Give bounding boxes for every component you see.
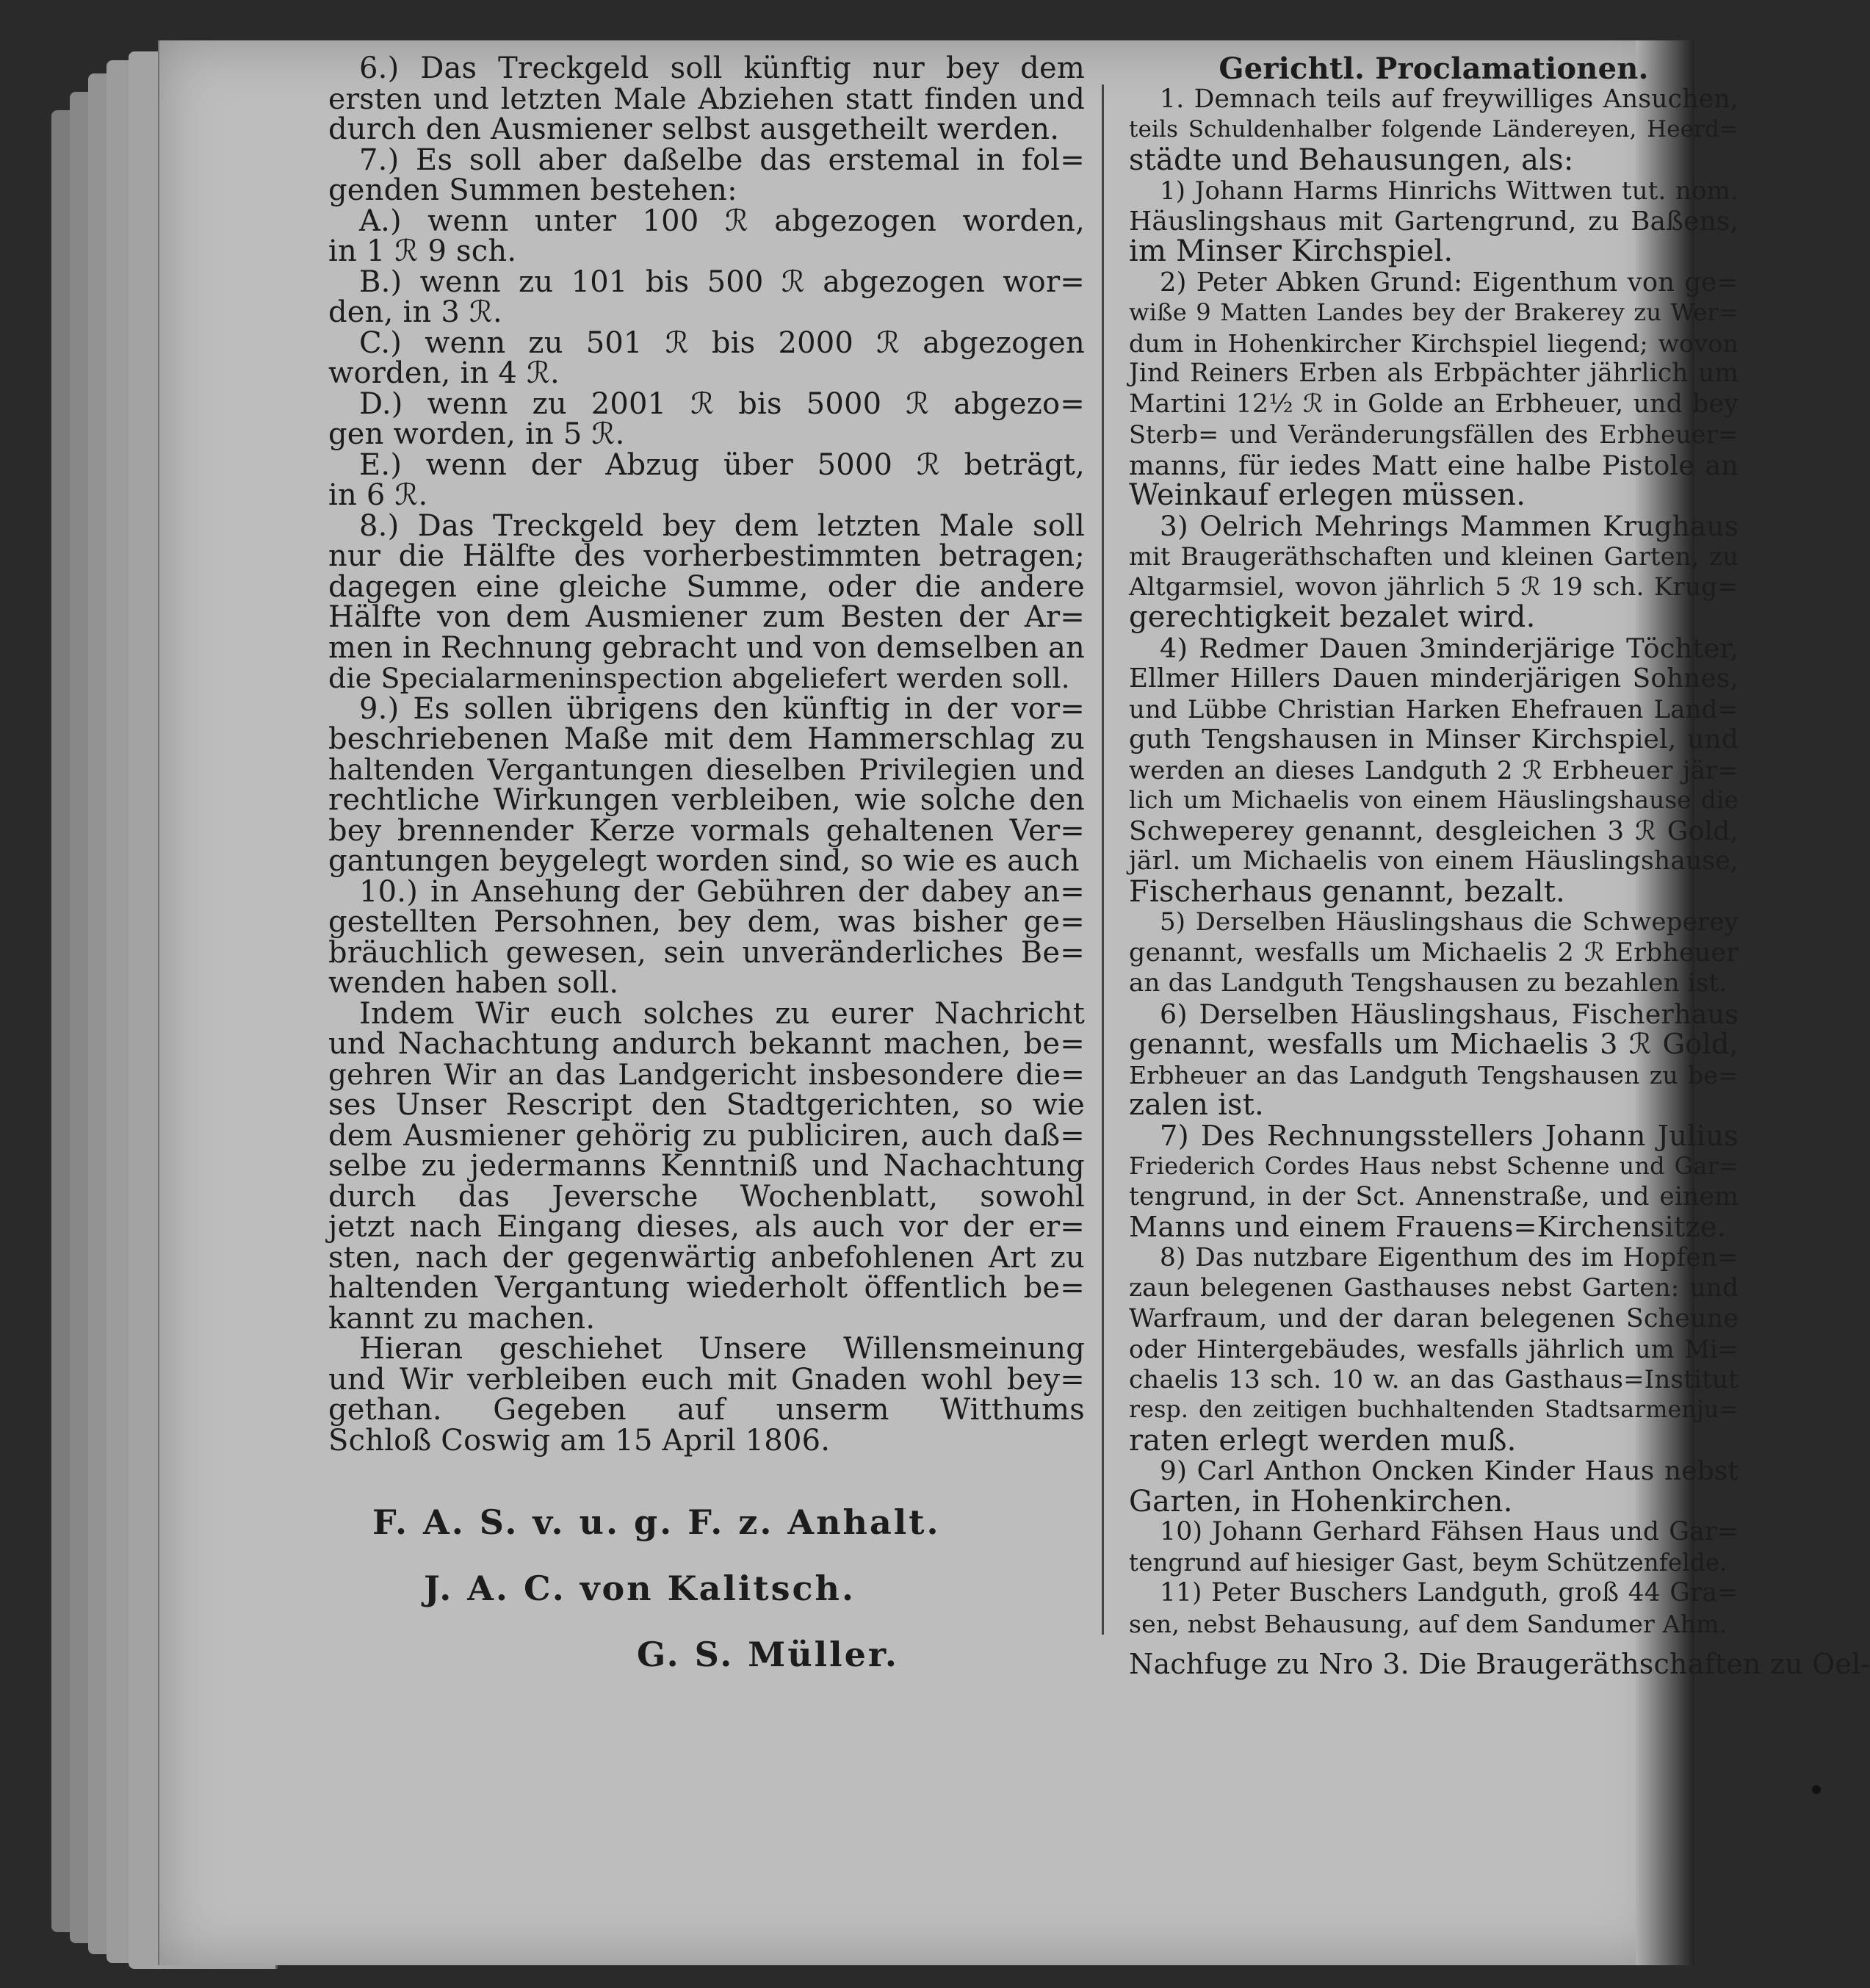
text-line: tengrund, in der Sct. Annenstraße, und einem xyxy=(1129,1181,1739,1211)
text-line: men in Rechnung gebracht und von demselben an xyxy=(328,630,1085,665)
text-line: A.) wenn unter 100 ℛ abgezogen worden, xyxy=(359,204,1085,238)
text-line: rechtliche Wirkungen verbleiben, wie solche den xyxy=(328,783,1085,817)
text-line: Warfraum, und der daran belegenen Scheune xyxy=(1129,1303,1739,1333)
postscript-line: Nachfuge zu Nro 3. Die Braugeräthschaften zu Oel- xyxy=(1129,1648,1870,1680)
text-line: 6.) Das Treckgeld soll künftig nur bey dem xyxy=(359,51,1085,85)
text-line: 5) Derselben Häuslingshaus die Schweperey xyxy=(1160,907,1739,937)
text-line: raten erlegt werden muß. xyxy=(1129,1423,1517,1458)
text-line: genannt, wesfalls um Michaelis 2 ℛ Erbheuer xyxy=(1129,937,1739,968)
text-line: kannt zu machen. xyxy=(328,1301,596,1336)
text-line: chaelis 13 sch. 10 w. an das Gasthaus=Institut xyxy=(1129,1364,1739,1394)
signature-block xyxy=(328,1500,1085,1677)
text-line: zalen ist. xyxy=(1129,1088,1264,1122)
text-line: C.) wenn zu 501 ℛ bis 2000 ℛ abgezogen xyxy=(359,325,1085,360)
text-line: ses Unser Rescript den Stadtgerichten, so wie xyxy=(328,1088,1085,1122)
text-line: Ellmer Hillers Dauen minderjärigen Sohnes, xyxy=(1129,663,1739,694)
text-line: in 1 ℛ 9 sch. xyxy=(328,234,517,268)
text-line: Schweperey genannt, desgleichen 3 ℛ Gold, xyxy=(1129,815,1739,846)
text-line: Garten, in Hohenkirchen. xyxy=(1129,1484,1513,1519)
text-line: manns, für iedes Matt eine halbe Pistole an xyxy=(1129,449,1739,481)
text-line: werden an dieses Landguth 2 ℛ Erbheuer jär= xyxy=(1129,755,1739,785)
text-line: 10) Johann Gerhard Fähsen Haus und Gar= xyxy=(1160,1517,1739,1546)
text-line: 9) Carl Anthon Oncken Kinder Haus nebst xyxy=(1160,1456,1739,1486)
text-line: tengrund auf hiesiger Gast, beym Schützenfelde. xyxy=(1129,1548,1728,1577)
text-line: wiße 9 Matten Landes bey der Brakerey zu Wer= xyxy=(1129,298,1739,326)
text-line: und Nachachtung andurch bekannt machen, be= xyxy=(328,1027,1085,1061)
right-column-text xyxy=(1129,84,1739,1640)
text-line: gen worden, in 5 ℛ. xyxy=(328,417,625,451)
text-line: 6) Derselben Häuslingshaus, Fischerhaus xyxy=(1160,998,1739,1030)
text-line: 7) Des Rechnungsstellers Johann Julius xyxy=(1160,1119,1739,1153)
text-line: E.) wenn der Abzug über 5000 ℛ beträgt, xyxy=(359,447,1085,482)
text-line: die Specialarmeninspection abgeliefert werden soll. xyxy=(328,662,1070,694)
signature-line: G. S. Müller. xyxy=(637,1635,899,1674)
text-line: dum in Hohenkircher Kirchspiel liegend; wovon xyxy=(1129,328,1739,358)
text-line: resp. den zeitigen buchhaltenden Stadtsarmenju= xyxy=(1129,1397,1739,1423)
text-line: haltenden Vergantung wiederholt öffentlich be= xyxy=(328,1271,1085,1305)
text-line: 8.) Das Treckgeld bey dem letzten Male soll xyxy=(359,508,1085,543)
text-line: und Lübbe Christian Harken Ehefrauen Land= xyxy=(1129,694,1739,724)
text-line: Hieran geschiehet Unsere Willensmeinung xyxy=(359,1332,1085,1366)
text-line: lich um Michaelis von einem Häuslingshause die xyxy=(1129,786,1739,814)
text-line: genannt, wesfalls um Michaelis 3 ℛ Gold, xyxy=(1129,1028,1739,1061)
text-line: Hälfte von dem Ausmiener zum Besten der Ar= xyxy=(328,600,1085,634)
text-line: bey brennender Kerze vormals gehaltenen Ver= xyxy=(328,813,1085,848)
text-line: Manns und einem Frauens=Kirchensitze. xyxy=(1129,1211,1727,1244)
text-line: in 6 ℛ. xyxy=(328,478,428,512)
signature-line: F. A. S. v. u. g. F. z. Anhalt. xyxy=(372,1502,941,1542)
text-line: ersten und letzten Male Abziehen statt finden und xyxy=(328,82,1085,116)
page-mark xyxy=(1812,1785,1821,1794)
text-line: haltenden Vergantungen dieselben Privilegien und xyxy=(328,753,1085,787)
text-line: gantungen beygelegt worden sind, so wie es auch xyxy=(328,844,1080,878)
text-line: guth Tengshausen in Minser Kirchspiel, und xyxy=(1129,724,1739,754)
text-line: im Minser Kirchspiel. xyxy=(1129,234,1454,268)
text-line: 10.) in Ansehung der Gebühren der dabey an= xyxy=(359,874,1085,909)
left-column xyxy=(328,51,1085,1677)
text-line: 1) Johann Harms Hinrichs Wittwen tut. nom. xyxy=(1160,176,1739,205)
text-line: Häuslingshaus mit Gartengrund, zu Baßens, xyxy=(1129,206,1739,237)
text-line: jetzt nach Eingang dieses, als auch vor der er= xyxy=(328,1210,1085,1244)
text-line: 1. Demnach teils auf freywilliges Ansuchen, xyxy=(1160,84,1739,114)
text-line: sten, nach der gegenwärtig anbefohlenen Art zu xyxy=(328,1240,1085,1275)
text-line: Schloß Coswig am 15 April 1806. xyxy=(328,1423,831,1458)
text-line: dagegen eine gleiche Summe, oder die andere xyxy=(328,569,1085,604)
text-line: gestellten Persohnen, bey dem, was bisher ge= xyxy=(328,905,1085,939)
text-line: Altgarmsiel, wovon jährlich 5 ℛ 19 sch. Krug= xyxy=(1129,572,1739,602)
text-line: nur die Hälfte des vorherbestimmten betragen; xyxy=(328,539,1085,573)
text-line: B.) wenn zu 101 bis 500 ℛ abgezogen wor= xyxy=(359,264,1085,299)
text-line: genden Summen bestehen: xyxy=(328,173,737,207)
text-line: worden, in 4 ℛ. xyxy=(328,356,560,390)
text-line: selbe zu jedermanns Kenntniß und Nachachtung xyxy=(328,1149,1085,1183)
text-line: gerechtigkeit bezalet wird. xyxy=(1129,600,1536,634)
column-heading: Gerichtl. Proclamationen. xyxy=(1219,51,1649,86)
text-line: städte und Behausungen, als: xyxy=(1129,143,1574,177)
text-line: Fischerhaus genannt, bezalt. xyxy=(1129,874,1565,909)
text-line: gethan. Gegeben auf unserm Witthums xyxy=(328,1393,1085,1427)
text-line: 3) Oelrich Mehrings Mammen Krughaus xyxy=(1160,509,1739,542)
left-column-text xyxy=(328,51,1085,1458)
text-line: zaun belegenen Gasthauses nebst Garten: und xyxy=(1129,1273,1739,1303)
text-line: 4) Redmer Dauen 3minderjärige Töchter, xyxy=(1160,632,1739,664)
text-line: Jind Reiners Erben als Erbpächter jährlich um xyxy=(1129,359,1739,388)
text-line: beschriebenen Maße mit dem Hammerschlag zu xyxy=(328,722,1085,756)
text-line: 9.) Es sollen übrigens den künftig in der vor= xyxy=(359,691,1085,726)
text-line: oder Hintergebäudes, wesfalls jährlich um Mi= xyxy=(1129,1335,1739,1364)
text-line: 7.) Es soll aber daßelbe das erstemal in fol= xyxy=(359,143,1085,177)
text-line: durch das Jeversche Wochenblatt, sowohl xyxy=(328,1179,1085,1214)
text-line: Friederich Cordes Haus nebst Schenne und Gar= xyxy=(1129,1152,1739,1180)
text-line: an das Landguth Tengshausen zu bezahlen ist. xyxy=(1129,968,1728,998)
column-divider xyxy=(1102,84,1104,1635)
text-line: gehren Wir an das Landgericht insbesondere die= xyxy=(328,1058,1085,1092)
text-line: Sterb= und Veränderungsfällen des Erbheuer= xyxy=(1129,420,1739,449)
text-line: bräuchlich gewesen, sein unveränderliches Be= xyxy=(328,935,1085,970)
text-line: D.) wenn zu 2001 ℛ bis 5000 ℛ abgezo= xyxy=(359,386,1085,421)
text-line: Erbheuer an das Landguth Tengshausen zu be= xyxy=(1129,1060,1739,1090)
text-line: wenden haben soll. xyxy=(328,966,619,1000)
text-line: 8) Das nutzbare Eigenthum des im Hopfen= xyxy=(1160,1242,1739,1272)
right-column xyxy=(1129,51,1870,1680)
text-line: järl. um Michaelis von einem Häuslingshause, xyxy=(1129,846,1739,876)
text-line: sen, nebst Behausung, auf dem Sandumer Ahm. xyxy=(1129,1609,1728,1638)
text-line: Weinkauf erlegen müssen. xyxy=(1129,478,1526,512)
signature-line: J. A. C. von Kalitsch. xyxy=(424,1569,856,1608)
text-line: dem Ausmiener gehörig zu publiciren, auch daß= xyxy=(328,1118,1085,1153)
text-line: 2) Peter Abken Grund: Eigenthum von ge= xyxy=(1160,267,1739,298)
text-line: Martini 12½ ℛ in Golde an Erbheuer, und bey xyxy=(1129,389,1739,419)
text-line: und Wir verbleiben euch mit Gnaden wohl bey= xyxy=(328,1362,1085,1397)
text-line: mit Braugeräthschaften und kleinen Garten, zu xyxy=(1129,542,1739,571)
text-line: Indem Wir euch solches zu eurer Nachricht xyxy=(359,996,1085,1031)
text-line: teils Schuldenhalber folgende Ländereyen, Heerd= xyxy=(1129,116,1739,143)
document-page xyxy=(158,40,1870,1965)
text-line: durch den Ausmiener selbst ausgetheilt werden. xyxy=(328,112,1060,146)
text-line: 11) Peter Buschers Landguth, groß 44 Gra= xyxy=(1160,1578,1739,1607)
text-line: den, in 3 ℛ. xyxy=(328,295,502,329)
